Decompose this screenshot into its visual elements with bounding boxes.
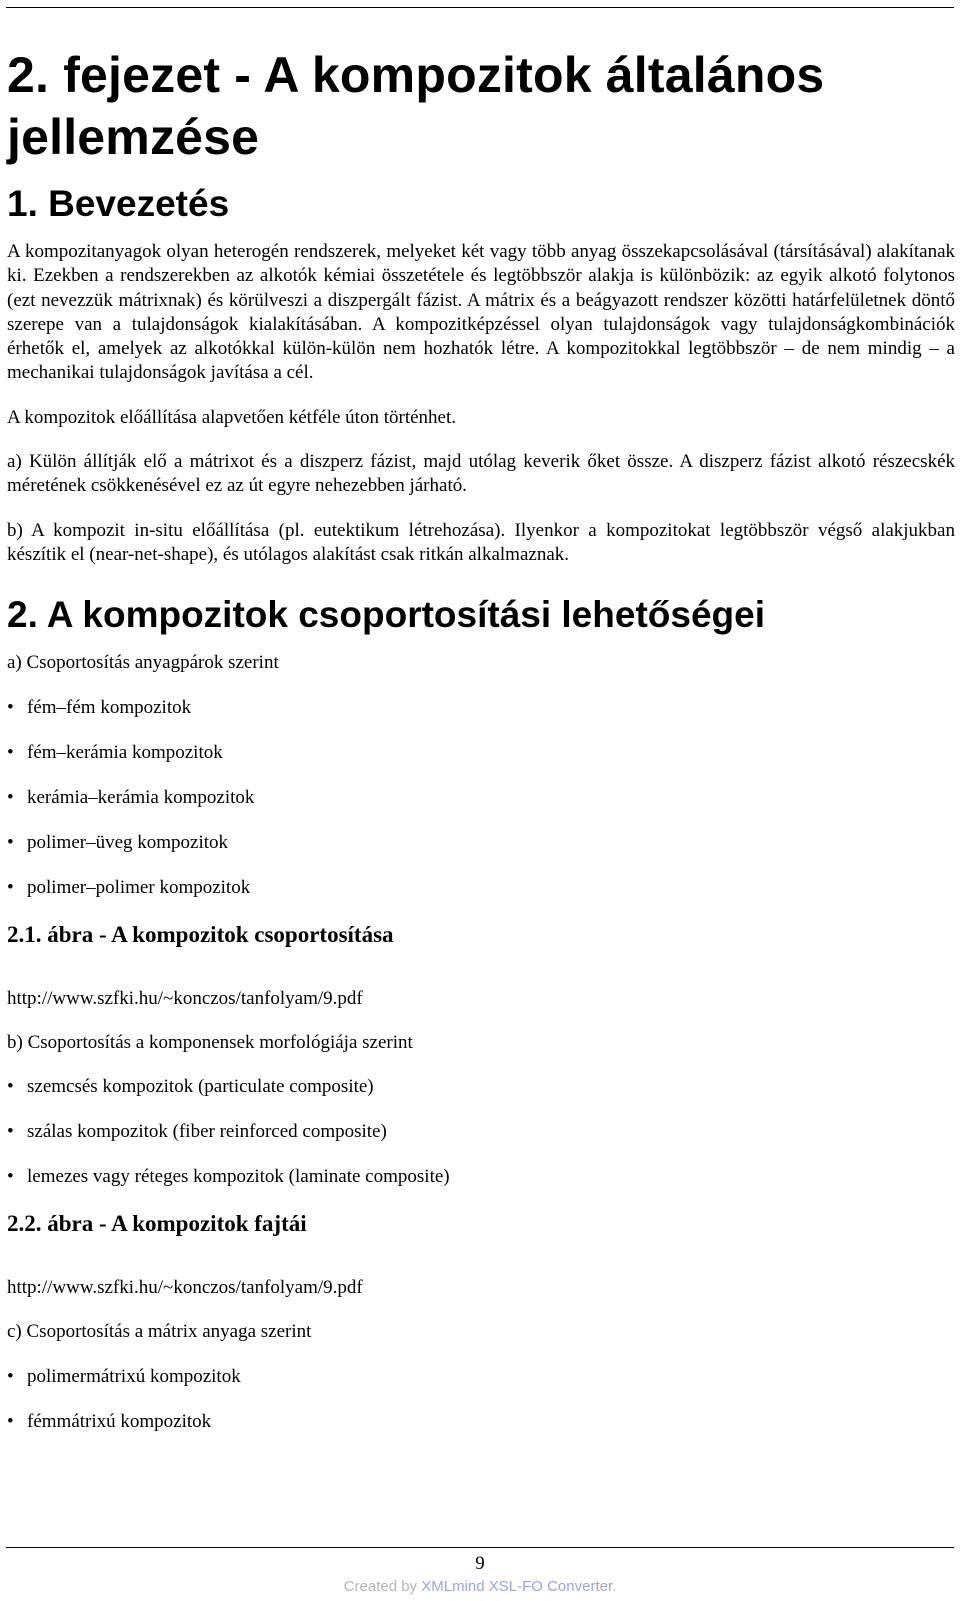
intro-paragraph: A kompozitanyagok olyan heterogén rendszerek, melyeket két vagy több anyag összekapcsolásával (társításával) alakítanak ki. Ezekben a rendszerekben az alkotók kémiai összetétele és legtöbbször alakja is különbözik: az egyik alkotó folytonos (ezt nevezzük mátrixnak) és körülveszi a diszpergált fázist. A mátrix és a beágyazott rendszer közötti határfelületnek döntő szerepe van a tulajdonságok kialakításában. A kompozitképzéssel olyan tulajdonságok vagy tulajdonságkombinációk érhetők el, amelyek az alkotókkal külön-külön nem hozhatók létre. A kompozitokkal legtöbbször – de nem mindig – a mechanikai tulajdonságok javítása a cél. [7, 241, 955, 384]
bullet-icon: • [7, 1121, 14, 1143]
page-number: 9 [475, 1553, 485, 1574]
figure-title: 2.1. ábra - A kompozitok csoportosítása [7, 921, 394, 947]
bullet-icon: • [7, 876, 14, 898]
group-c-list [7, 1365, 955, 1434]
figure-source-link[interactable]: http://www.szfki.hu/~konczos/tanfolyam/9.pdf [7, 1277, 363, 1299]
bullet-icon: • [7, 1076, 14, 1098]
bullet-icon: • [7, 696, 14, 718]
list-item: • polimer–üveg kompozitok [7, 831, 229, 853]
chapter-title: 2. fejezet - A kompozitok általános jellemzése [7, 47, 825, 165]
list-item: • fém–fém kompozitok [7, 696, 192, 718]
method-a-paragraph: a) Külön állítják elő a mátrixot és a diszperz fázist, majd utólag keverik őket össze. A diszperz fázist alkotó részecskék méretének csökkenésével ez az út egyre nehezebben járható. [7, 451, 955, 497]
section-heading-intro: 1. Bevezetés [7, 183, 230, 224]
bullet-icon: • [7, 786, 14, 808]
list-item: • szálas kompozitok (fiber reinforced composite) [7, 1121, 387, 1143]
group-b-list [7, 1075, 955, 1189]
group-b-title: b) Csoportosítás a komponensek morfológiája szerint [7, 1031, 413, 1053]
production-paragraph: A kompozitok előállítása alapvetően kétféle úton történhet. [7, 406, 456, 428]
list-item: • fém–kerámia kompozitok [7, 741, 223, 763]
figure-title: 2.2. ábra - A kompozitok fajtái [7, 1211, 307, 1237]
footer-rule [6, 1547, 954, 1548]
list-item: • lemezes vagy réteges kompozitok (laminate composite) [7, 1166, 450, 1188]
method-b-paragraph: b) A kompozit in-situ előállítása (pl. eutektikum létrehozása). Ilyenkor a kompozitokat legtöbbször végső alakjukban készítik el (near-net-shape), és utólagos alakítást csak ritkán alkalmaznak. [7, 519, 955, 565]
bullet-icon: • [7, 741, 14, 763]
group-a-title: a) Csoportosítás anyagpárok szerint [7, 652, 279, 674]
list-item: • polimer–polimer kompozitok [7, 876, 251, 898]
group-c-title: c) Csoportosítás a mátrix anyaga szerint [7, 1321, 312, 1343]
list-item: • polimermátrixú kompozitok [7, 1365, 241, 1387]
converter-credit: Created by XMLmind XSL-FO Converter. [343, 1578, 617, 1595]
section-heading-grouping: 2. A kompozitok csoportosítási lehetőségei [7, 594, 765, 636]
converter-brand: XMLmind XSL-FO Converter [421, 1578, 613, 1595]
header-rule [6, 7, 954, 8]
list-item: • szemcsés kompozitok (particulate composite) [7, 1076, 374, 1098]
figure-source-link[interactable]: http://www.szfki.hu/~konczos/tanfolyam/9.pdf [7, 987, 363, 1009]
list-item: • fémmátrixú kompozitok [7, 1410, 212, 1432]
list-item: • kerámia–kerámia kompozitok [7, 786, 255, 808]
bullet-icon: • [7, 831, 14, 853]
group-a-list [7, 696, 955, 900]
page-content [7, 44, 955, 1455]
bullet-icon: • [7, 1365, 14, 1387]
bullet-icon: • [7, 1166, 14, 1188]
bullet-icon: • [7, 1410, 14, 1432]
